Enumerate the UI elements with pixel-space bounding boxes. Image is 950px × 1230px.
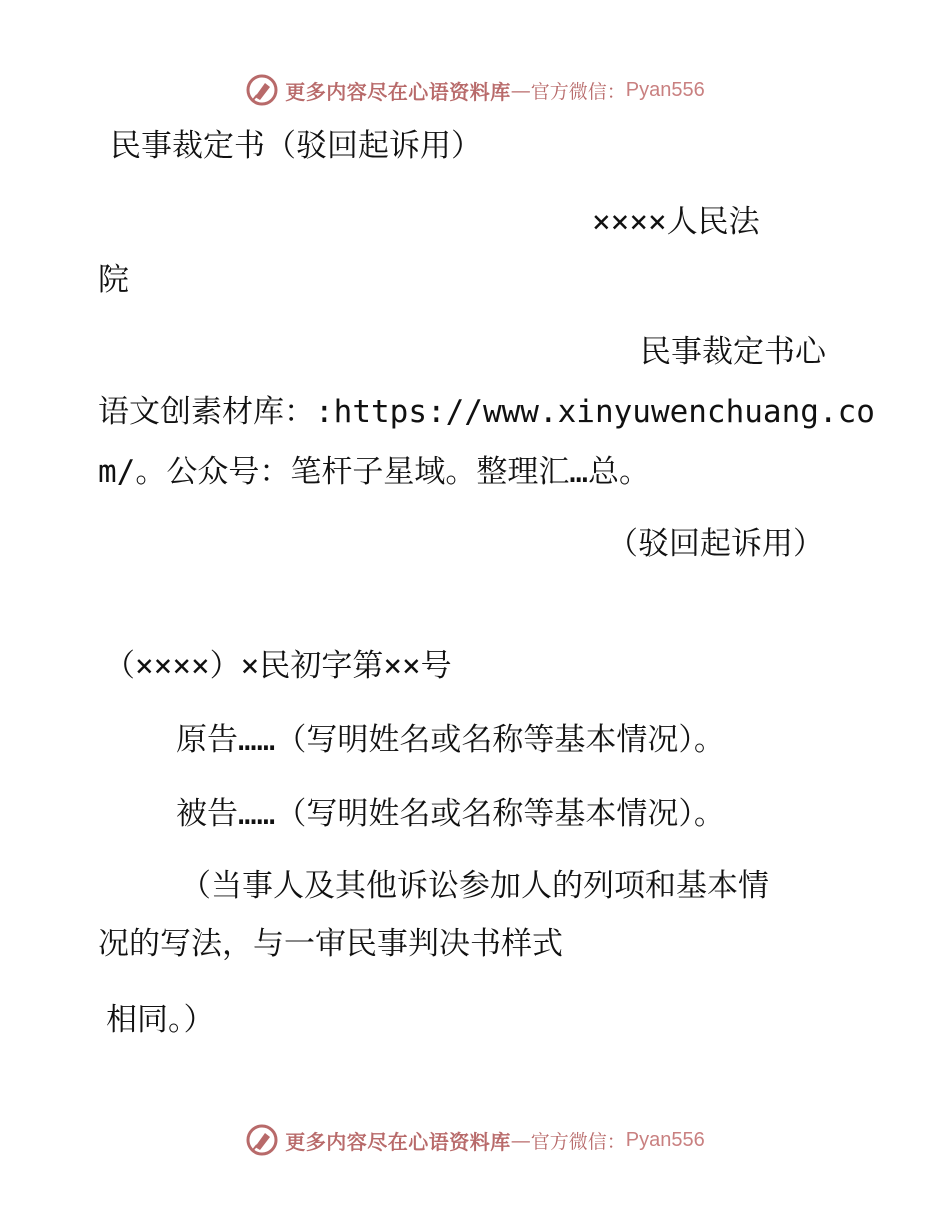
banner-wechat-label: 官方微信： bbox=[530, 1130, 626, 1153]
banner-site-text: 更多内容尽在心语资料库 bbox=[285, 1129, 511, 1154]
note-line-2: 况的写法，与一审民事判决书样式 bbox=[98, 926, 563, 962]
banner-wechat-label: 官方微信： bbox=[530, 80, 626, 103]
pen-logo-icon bbox=[245, 73, 279, 107]
court-name-line-2: 院 bbox=[98, 262, 129, 298]
case-number: （××××）×民初字第××号 bbox=[104, 648, 452, 684]
banner-separator: — bbox=[510, 78, 531, 102]
pen-logo-icon bbox=[245, 1123, 279, 1157]
banner-separator: — bbox=[510, 1128, 531, 1152]
notice-line-1: 语文创素材库：:https://www.xinyuwenchuang.co bbox=[98, 394, 875, 430]
banner-wechat-id: Pyan556 bbox=[625, 78, 705, 101]
document-subtitle: （驳回起诉用） bbox=[607, 526, 824, 562]
defendant-line: 被告……（写明姓名或名称等基本情况）。 bbox=[176, 796, 725, 832]
document-heading: 民事裁定书（驳回起诉用） bbox=[110, 128, 482, 164]
footer-banner bbox=[0, 1120, 950, 1160]
court-name-line-1: ××××人民法 bbox=[592, 204, 760, 240]
plaintiff-line: 原告……（写明姓名或名称等基本情况）。 bbox=[176, 722, 725, 758]
document-type-line: 民事裁定书心 bbox=[640, 334, 826, 370]
banner-wechat-id: Pyan556 bbox=[625, 1128, 705, 1151]
notice-line-2: m/。公众号：笔杆子星域。整理汇…总。 bbox=[98, 454, 650, 490]
note-line-1: （当事人及其他诉讼参加人的列项和基本情 bbox=[180, 868, 769, 904]
banner-site-text: 更多内容尽在心语资料库 bbox=[285, 79, 511, 104]
header-banner bbox=[0, 70, 950, 110]
note-line-3: 相同。） bbox=[106, 1002, 215, 1038]
